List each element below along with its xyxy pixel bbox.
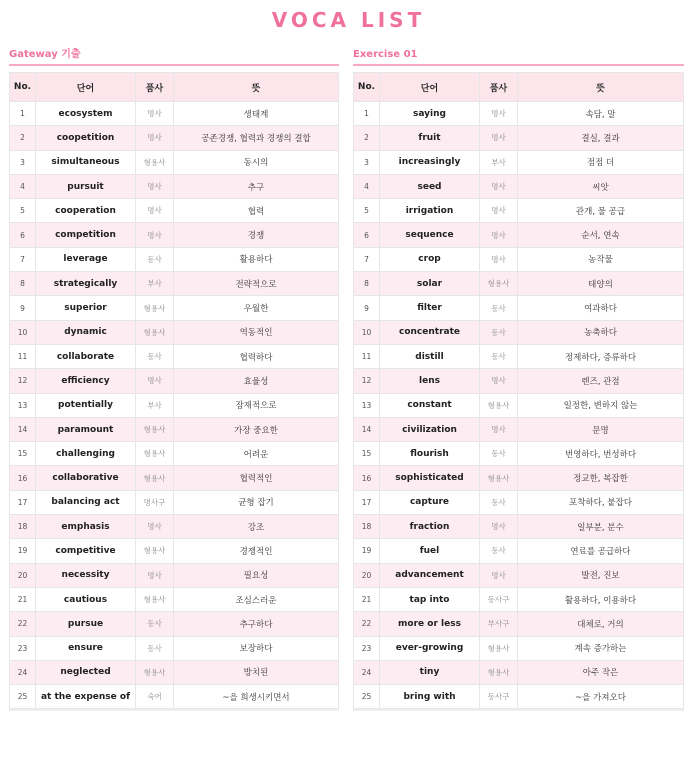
- word-meaning: 균형 잡기: [174, 490, 339, 514]
- word-meaning: 계속 증가하는: [518, 636, 684, 660]
- row-number: 16: [10, 466, 36, 490]
- row-number: 17: [354, 490, 380, 514]
- vocab-word: sophisticated: [380, 466, 480, 490]
- table-row: [10, 102, 339, 126]
- vocab-word: distill: [380, 344, 480, 368]
- row-number: 12: [354, 369, 380, 393]
- part-of-speech: 형용사: [136, 150, 174, 174]
- word-meaning: 역동적인: [174, 320, 339, 344]
- word-meaning: 여과하다: [518, 296, 684, 320]
- vocab-word: seed: [380, 174, 480, 198]
- row-number: 25: [10, 685, 36, 709]
- vocab-word: necessity: [36, 563, 136, 587]
- vocab-word: advancement: [380, 563, 480, 587]
- row-number: 23: [354, 636, 380, 660]
- word-meaning: 농축하다: [518, 320, 684, 344]
- word-meaning: 우월한: [174, 296, 339, 320]
- word-meaning: 동시의: [174, 150, 339, 174]
- row-number: 1: [10, 102, 36, 126]
- word-meaning: 생태계: [174, 102, 339, 126]
- part-of-speech: 명사: [480, 199, 518, 223]
- row-number: 6: [10, 223, 36, 247]
- table-row: [354, 466, 684, 490]
- word-meaning: 점점 더: [518, 150, 684, 174]
- vocab-word: tiny: [380, 660, 480, 684]
- part-of-speech: 동사구: [480, 685, 518, 709]
- part-of-speech: 동사: [136, 612, 174, 636]
- row-number: 17: [10, 490, 36, 514]
- table-row: [354, 660, 684, 684]
- table-row: [10, 223, 339, 247]
- part-of-speech: 명사: [136, 102, 174, 126]
- row-number: 9: [10, 296, 36, 320]
- header-word: 단어: [380, 73, 480, 102]
- part-of-speech: 명사: [136, 199, 174, 223]
- header-no: No.: [354, 73, 380, 102]
- section-title: Exercise 01: [353, 46, 684, 66]
- row-number: 2: [354, 126, 380, 150]
- word-meaning: 번영하다, 번성하다: [518, 442, 684, 466]
- row-number: 4: [354, 174, 380, 198]
- part-of-speech: 동사: [136, 636, 174, 660]
- table-row: [354, 126, 684, 150]
- part-of-speech: 명사: [136, 126, 174, 150]
- table-row: [10, 296, 339, 320]
- vocab-word: ecosystem: [36, 102, 136, 126]
- vocab-word: capture: [380, 490, 480, 514]
- word-meaning: 강조: [174, 515, 339, 539]
- header-no: No.: [10, 73, 36, 102]
- table-row: [10, 636, 339, 660]
- table-row: [10, 272, 339, 296]
- table-row: [354, 539, 684, 563]
- vocab-word: dynamic: [36, 320, 136, 344]
- part-of-speech: 명사: [480, 563, 518, 587]
- vocab-word: leverage: [36, 247, 136, 271]
- word-meaning: 씨앗: [518, 174, 684, 198]
- table-row: [10, 369, 339, 393]
- table-row: [354, 563, 684, 587]
- page-title: VOCA LIST: [271, 8, 426, 32]
- part-of-speech: 형용사: [480, 272, 518, 296]
- word-meaning: 경쟁적인: [174, 539, 339, 563]
- vocab-table: [353, 72, 684, 709]
- part-of-speech: 명사: [480, 417, 518, 441]
- table-row: [10, 174, 339, 198]
- vocab-word: crop: [380, 247, 480, 271]
- vocab-word: filter: [380, 296, 480, 320]
- row-number: 20: [354, 563, 380, 587]
- row-number: 1: [354, 102, 380, 126]
- row-number: 22: [10, 612, 36, 636]
- part-of-speech: 형용사: [136, 417, 174, 441]
- part-of-speech: 부사: [136, 393, 174, 417]
- vocab-word: concentrate: [380, 320, 480, 344]
- table-row: [10, 126, 339, 150]
- part-of-speech: 명사: [480, 223, 518, 247]
- gateway-section: [9, 46, 339, 711]
- section-title: Gateway 기출: [9, 46, 339, 66]
- word-meaning: 활용하다: [174, 247, 339, 271]
- word-meaning: 포착하다, 붙잡다: [518, 490, 684, 514]
- word-meaning: 공존경쟁, 협력과 경쟁의 결합: [174, 126, 339, 150]
- table-bottom-rule: [353, 709, 684, 711]
- row-number: 7: [10, 247, 36, 271]
- part-of-speech: 숙어: [136, 685, 174, 709]
- row-number: 22: [354, 612, 380, 636]
- vocab-word: balancing act: [36, 490, 136, 514]
- vocab-word: flourish: [380, 442, 480, 466]
- part-of-speech: 명사: [136, 563, 174, 587]
- part-of-speech: 부사구: [480, 612, 518, 636]
- row-number: 2: [10, 126, 36, 150]
- word-meaning: 잠재적으로: [174, 393, 339, 417]
- word-meaning: 연료를 공급하다: [518, 539, 684, 563]
- vocab-word: cautious: [36, 587, 136, 611]
- part-of-speech: 동사구: [480, 587, 518, 611]
- word-meaning: 협력하다: [174, 344, 339, 368]
- vocab-word: efficiency: [36, 369, 136, 393]
- part-of-speech: 동사: [136, 344, 174, 368]
- part-of-speech: 형용사: [480, 393, 518, 417]
- row-number: 3: [10, 150, 36, 174]
- row-number: 23: [10, 636, 36, 660]
- word-meaning: 아주 작은: [518, 660, 684, 684]
- table-row: [10, 563, 339, 587]
- part-of-speech: 동사: [480, 296, 518, 320]
- table-row: [354, 150, 684, 174]
- part-of-speech: 형용사: [136, 660, 174, 684]
- part-of-speech: 명사: [480, 174, 518, 198]
- table-row: [10, 417, 339, 441]
- vocab-word: coopetition: [36, 126, 136, 150]
- part-of-speech: 형용사: [136, 587, 174, 611]
- word-meaning: 관개, 물 공급: [518, 199, 684, 223]
- table-row: [10, 344, 339, 368]
- row-number: 6: [354, 223, 380, 247]
- word-meaning: 활용하다, 이용하다: [518, 587, 684, 611]
- table-row: [354, 393, 684, 417]
- word-meaning: 필요성: [174, 563, 339, 587]
- table-row: [354, 199, 684, 223]
- row-number: 16: [354, 466, 380, 490]
- header-pos: 품사: [480, 73, 518, 102]
- table-row: [10, 539, 339, 563]
- word-meaning: 정교한, 복잡한: [518, 466, 684, 490]
- table-row: [354, 490, 684, 514]
- row-number: 3: [354, 150, 380, 174]
- row-number: 11: [10, 344, 36, 368]
- word-meaning: 가장 중요한: [174, 417, 339, 441]
- vocab-word: emphasis: [36, 515, 136, 539]
- part-of-speech: 형용사: [480, 660, 518, 684]
- table-row: [10, 442, 339, 466]
- part-of-speech: 명사: [480, 102, 518, 126]
- row-number: 11: [354, 344, 380, 368]
- part-of-speech: 동사: [480, 320, 518, 344]
- vocab-word: superior: [36, 296, 136, 320]
- header-meaning: 뜻: [174, 73, 339, 102]
- table-header-row: [354, 73, 684, 102]
- table-row: [10, 612, 339, 636]
- word-meaning: 전략적으로: [174, 272, 339, 296]
- row-number: 5: [10, 199, 36, 223]
- part-of-speech: 명사: [136, 174, 174, 198]
- table-row: [354, 344, 684, 368]
- vocab-word: simultaneous: [36, 150, 136, 174]
- word-meaning: 어려운: [174, 442, 339, 466]
- vocab-word: bring with: [380, 685, 480, 709]
- part-of-speech: 동사: [136, 247, 174, 271]
- row-number: 10: [354, 320, 380, 344]
- part-of-speech: 형용사: [136, 539, 174, 563]
- vocab-word: pursue: [36, 612, 136, 636]
- table-row: [354, 223, 684, 247]
- part-of-speech: 부사: [136, 272, 174, 296]
- row-number: 13: [354, 393, 380, 417]
- vocab-word: increasingly: [380, 150, 480, 174]
- vocab-word: pursuit: [36, 174, 136, 198]
- word-meaning: 순서, 연속: [518, 223, 684, 247]
- row-number: 21: [354, 587, 380, 611]
- vocab-word: competitive: [36, 539, 136, 563]
- table-row: [354, 515, 684, 539]
- word-meaning: 협력: [174, 199, 339, 223]
- word-meaning: 조심스러운: [174, 587, 339, 611]
- vocab-word: ever-growing: [380, 636, 480, 660]
- word-meaning: 보장하다: [174, 636, 339, 660]
- vocab-word: collaborate: [36, 344, 136, 368]
- vocab-word: civilization: [380, 417, 480, 441]
- row-number: 13: [10, 393, 36, 417]
- table-row: [10, 490, 339, 514]
- row-number: 24: [354, 660, 380, 684]
- table-row: [354, 272, 684, 296]
- row-number: 14: [354, 417, 380, 441]
- row-number: 7: [354, 247, 380, 271]
- table-row: [10, 199, 339, 223]
- vocab-word: saying: [380, 102, 480, 126]
- table-header-row: [10, 73, 339, 102]
- table-row: [354, 442, 684, 466]
- row-number: 8: [10, 272, 36, 296]
- row-number: 18: [354, 515, 380, 539]
- table-row: [354, 174, 684, 198]
- word-meaning: 속담, 말: [518, 102, 684, 126]
- part-of-speech: 형용사: [136, 320, 174, 344]
- part-of-speech: 명사: [136, 223, 174, 247]
- word-meaning: ~을 가져오다: [518, 685, 684, 709]
- word-meaning: 태양의: [518, 272, 684, 296]
- table-row: [354, 685, 684, 709]
- vocab-word: competition: [36, 223, 136, 247]
- table-row: [10, 466, 339, 490]
- row-number: 25: [354, 685, 380, 709]
- row-number: 10: [10, 320, 36, 344]
- table-row: [354, 102, 684, 126]
- row-number: 21: [10, 587, 36, 611]
- row-number: 20: [10, 563, 36, 587]
- table-row: [10, 587, 339, 611]
- vocab-word: collaborative: [36, 466, 136, 490]
- vocab-word: sequence: [380, 223, 480, 247]
- vocab-word: more or less: [380, 612, 480, 636]
- vocab-word: cooperation: [36, 199, 136, 223]
- word-meaning: 일정한, 변하지 않는: [518, 393, 684, 417]
- word-meaning: 대체로, 거의: [518, 612, 684, 636]
- row-number: 12: [10, 369, 36, 393]
- row-number: 14: [10, 417, 36, 441]
- table-row: [10, 247, 339, 271]
- part-of-speech: 명사: [480, 369, 518, 393]
- vocab-word: challenging: [36, 442, 136, 466]
- part-of-speech: 명사: [480, 247, 518, 271]
- word-meaning: 농작물: [518, 247, 684, 271]
- part-of-speech: 동사: [480, 490, 518, 514]
- word-meaning: ~을 희생시키면서: [174, 685, 339, 709]
- row-number: 15: [10, 442, 36, 466]
- word-meaning: 일부분, 분수: [518, 515, 684, 539]
- row-number: 19: [354, 539, 380, 563]
- table-row: [354, 417, 684, 441]
- word-meaning: 렌즈, 관점: [518, 369, 684, 393]
- vocab-word: lens: [380, 369, 480, 393]
- table-row: [354, 369, 684, 393]
- part-of-speech: 동사: [480, 539, 518, 563]
- vocab-word: fraction: [380, 515, 480, 539]
- part-of-speech: 명사: [136, 369, 174, 393]
- header-meaning: 뜻: [518, 73, 684, 102]
- row-number: 9: [354, 296, 380, 320]
- table-row: [354, 587, 684, 611]
- table-row: [10, 515, 339, 539]
- table-row: [354, 636, 684, 660]
- vocab-word: tap into: [380, 587, 480, 611]
- part-of-speech: 동사: [480, 344, 518, 368]
- table-row: [354, 320, 684, 344]
- word-meaning: 효율성: [174, 369, 339, 393]
- word-meaning: 협력적인: [174, 466, 339, 490]
- vocab-word: paramount: [36, 417, 136, 441]
- table-row: [10, 150, 339, 174]
- row-number: 8: [354, 272, 380, 296]
- exercise-section: [353, 46, 684, 711]
- word-meaning: 정제하다, 증류하다: [518, 344, 684, 368]
- part-of-speech: 형용사: [480, 466, 518, 490]
- row-number: 15: [354, 442, 380, 466]
- part-of-speech: 형용사: [136, 296, 174, 320]
- header-pos: 품사: [136, 73, 174, 102]
- table-row: [10, 685, 339, 709]
- row-number: 24: [10, 660, 36, 684]
- row-number: 18: [10, 515, 36, 539]
- part-of-speech: 형용사: [136, 442, 174, 466]
- word-meaning: 결실, 결과: [518, 126, 684, 150]
- table-row: [10, 660, 339, 684]
- table-row: [354, 247, 684, 271]
- row-number: 4: [10, 174, 36, 198]
- part-of-speech: 형용사: [480, 636, 518, 660]
- vocab-word: constant: [380, 393, 480, 417]
- vocab-word: strategically: [36, 272, 136, 296]
- word-meaning: 추구하다: [174, 612, 339, 636]
- header-word: 단어: [36, 73, 136, 102]
- part-of-speech: 명사: [480, 515, 518, 539]
- part-of-speech: 명사: [136, 515, 174, 539]
- word-meaning: 문명: [518, 417, 684, 441]
- table-row: [10, 393, 339, 417]
- table-row: [354, 296, 684, 320]
- word-meaning: 방치된: [174, 660, 339, 684]
- vocab-word: fuel: [380, 539, 480, 563]
- part-of-speech: 동사: [480, 442, 518, 466]
- word-meaning: 경쟁: [174, 223, 339, 247]
- vocab-word: potentially: [36, 393, 136, 417]
- row-number: 5: [354, 199, 380, 223]
- table-row: [10, 320, 339, 344]
- vocab-word: ensure: [36, 636, 136, 660]
- vocab-word: irrigation: [380, 199, 480, 223]
- vocab-word: solar: [380, 272, 480, 296]
- vocab-word: neglected: [36, 660, 136, 684]
- part-of-speech: 명사구: [136, 490, 174, 514]
- table-row: [354, 612, 684, 636]
- row-number: 19: [10, 539, 36, 563]
- part-of-speech: 명사: [480, 126, 518, 150]
- vocab-table: [9, 72, 339, 709]
- part-of-speech: 부사: [480, 150, 518, 174]
- word-meaning: 발전, 진보: [518, 563, 684, 587]
- vocab-word: fruit: [380, 126, 480, 150]
- word-meaning: 추구: [174, 174, 339, 198]
- part-of-speech: 형용사: [136, 466, 174, 490]
- table-bottom-rule: [9, 709, 339, 711]
- vocab-word: at the expense of: [36, 685, 136, 709]
